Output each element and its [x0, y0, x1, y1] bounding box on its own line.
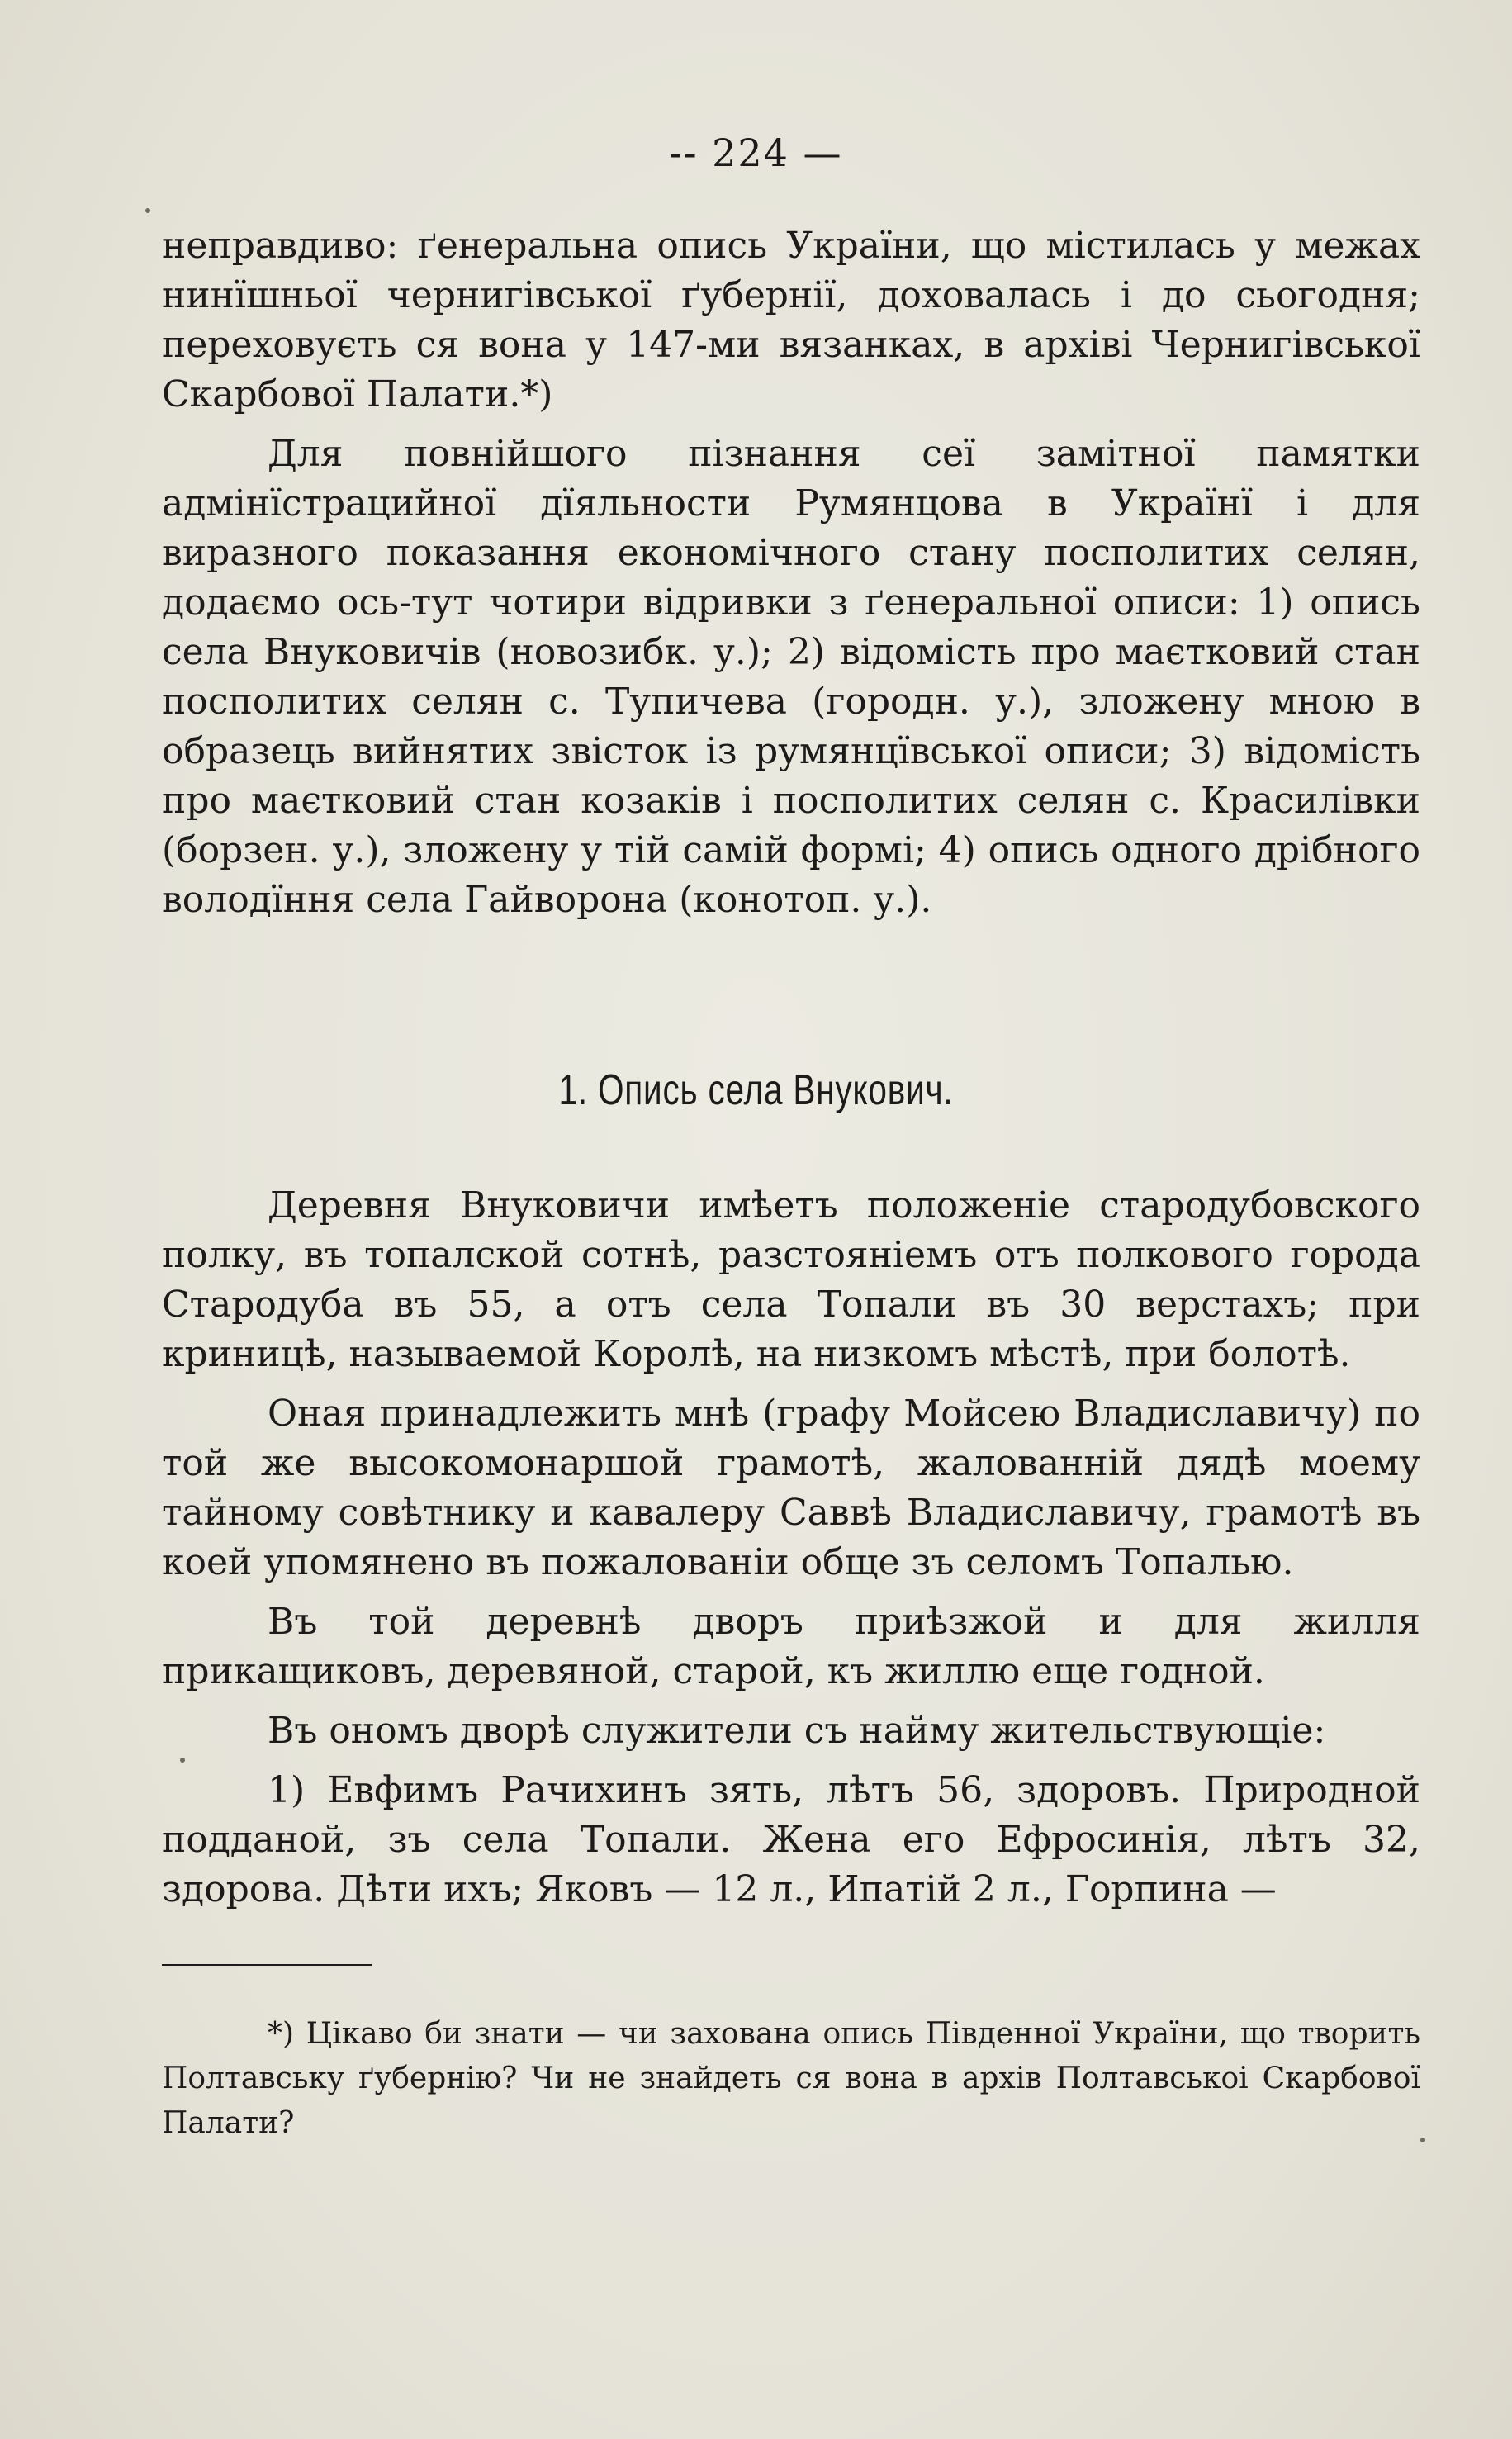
section-paragraph-3: Въ той деревнѣ дворъ приѣзжой и для жилля прикащиковъ, деревяной, старой, къ жиллю еще годной. [162, 1601, 1420, 1692]
intro-paragraph-2: Для повнійшого пізнання сеї замітної памятки адмінїстрацийної дїяльности Румянцова в Українї і для виразного показання економічного стану посполитих селян, додаємо ось-тут чотири відривки з ґенеральної описи: 1) опись села Внуковичів (новозибк. у.); 2) відомість про маєтковий стан посполитих селян с. Тупичева (городн. у.), зложену мною в образець вийнятих звісток із румянцївської описи; 3) відомість про маєтковий стан козаків і посполитих селян с. Красилівки (борзен. у.), зложену у тій самій формі; 4) опись одного дрібного володїння села Гайворона (конотоп. у.). [162, 433, 1420, 921]
intro-paragraph-1: неправдиво: ґенеральна опись України, що містилась у межах нинїшньої чернигівської ґубернії, доховалась і до сьогодня; переховуєть ся вона у 147-ми вязанках, в архіві Чернигівської Скарбової Палати.*) [162, 225, 1420, 415]
section-heading: 1. Опись села Внукович. [558, 1066, 954, 1114]
page-number: -- 224 — [669, 130, 843, 175]
paper-speck [180, 1758, 185, 1763]
intro-text [162, 221, 1420, 935]
section-paragraph-1: Деревня Внуковичи имѣетъ положеніе стародубовского полку, въ топалской сотнѣ, разстояніемъ отъ полкового города Стародуба въ 55, а отъ села Топали въ 30 верстахъ; при криницѣ, называемой Королѣ, на низкомъ мѣстѣ, при болотѣ. [162, 1184, 1420, 1375]
section-paragraph-2: Оная принадлежить мнѣ (графу Мойсею Владиславичу) по той же высокомонаршой грамотѣ, жалованній дядѣ моему тайному совѣтнику и кавалеру Саввѣ Владиславичу, грамотѣ въ коей упомянено въ пожалованіи обще зъ селомъ Топалью. [162, 1393, 1420, 1583]
section-paragraph-4: Въ ономъ дворѣ служители съ найму жительствующіе: [268, 1710, 1326, 1752]
footnote-text: *) Цікаво би знати — чи захована опись Південної України, що творить Полтавську ґубернію? Чи не знайдеть ся вона в архів Полтавськоі Скарбової Палати? [162, 2017, 1420, 2140]
paper-speck [145, 208, 150, 213]
footnote [162, 2012, 1420, 2146]
section-text [162, 1181, 1420, 1924]
footnote-divider [162, 1964, 372, 1966]
paper-speck [1420, 2138, 1425, 2142]
section-paragraph-5: 1) Евфимъ Рачихинъ зять, лѣтъ 56, здоровъ. Природной подданой, зъ села Топали. Жена его Ефросинія, лѣтъ 32, здорова. Дѣти ихъ; Яковъ — 12 л., Ипатій 2 л., Горпина — [162, 1769, 1420, 1910]
